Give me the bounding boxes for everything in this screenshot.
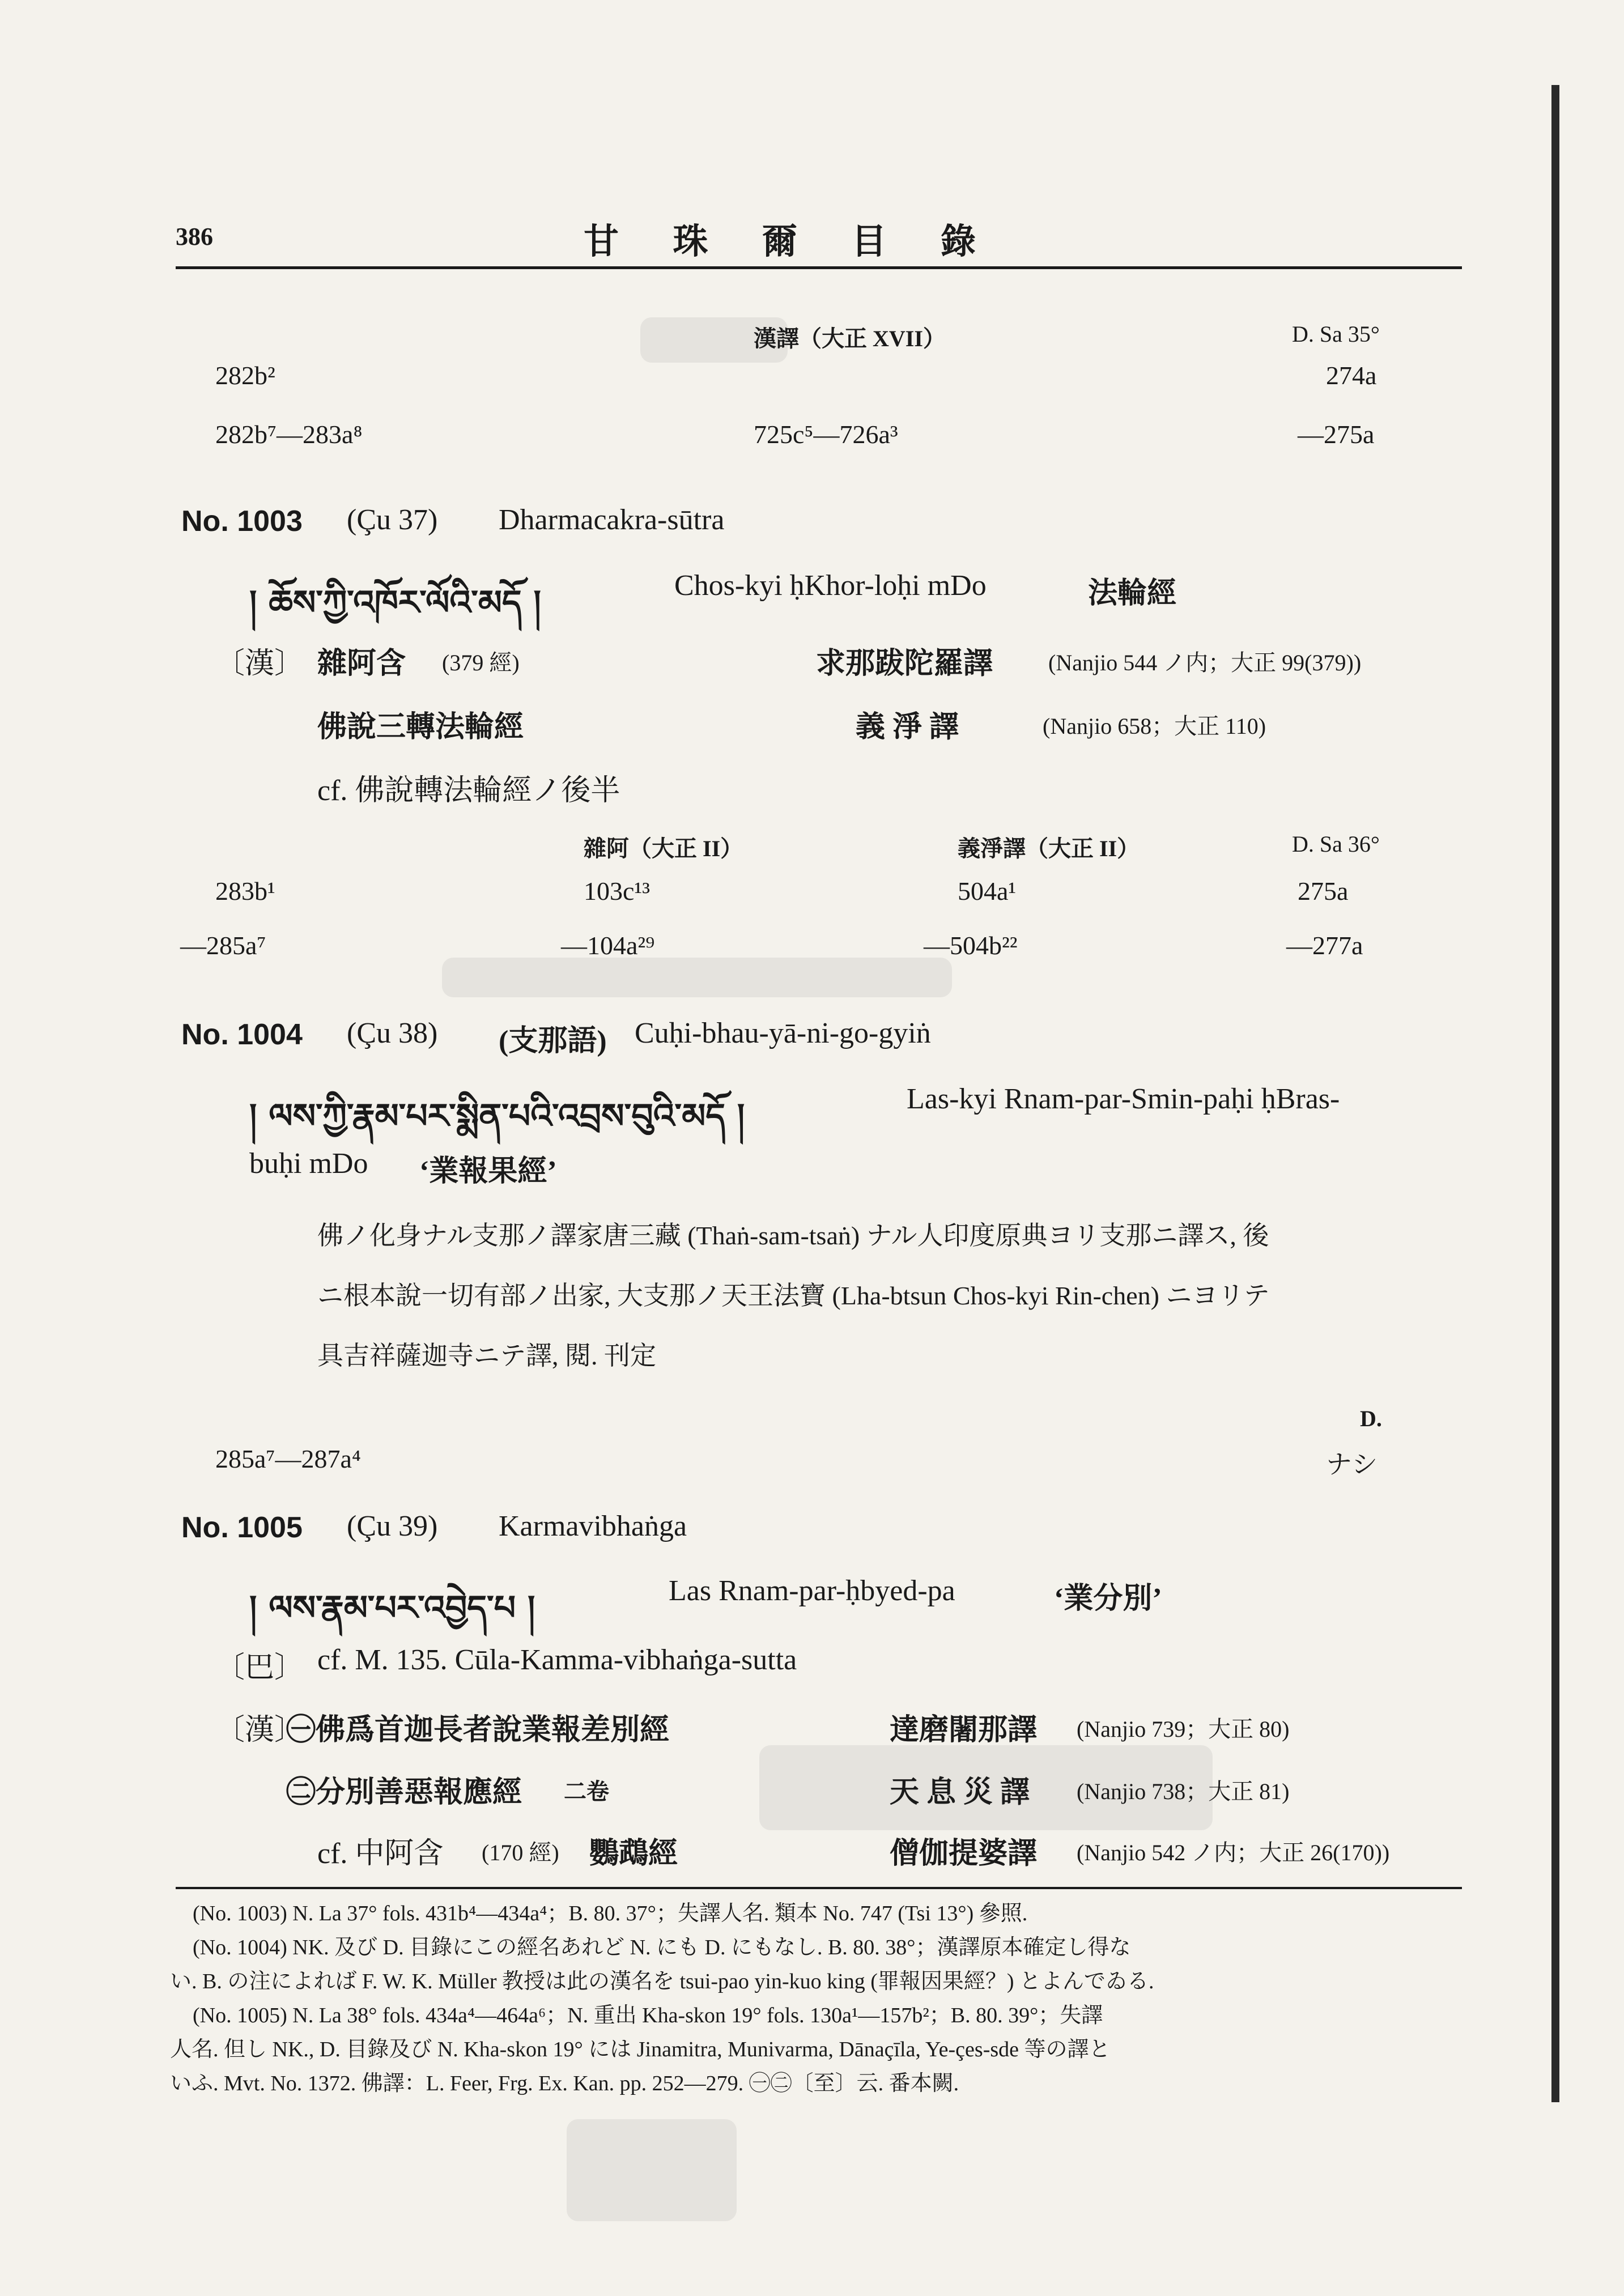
continuation-row1-right: 274a <box>1326 361 1377 390</box>
entry-1005-sanskrit: Karmavibhaṅga <box>499 1510 687 1542</box>
footnote-line: いふ. Mvt. No. 1372. 佛譯：L. Feer, Frg. Ex. Kan. pp. 252—279. ㊀㊁〔至〕云. 番本闕. <box>170 2072 959 2095</box>
entry-number-1003: No. 1003 <box>181 505 303 538</box>
entry-1005-han2-ref: (Nanjio 738；大正 81) <box>1077 1779 1290 1804</box>
entry-1003-row2-c2: —504b²² <box>924 931 1018 960</box>
entry-1003-han-tag: 〔漢〕 <box>215 648 304 680</box>
entry-1004-translit-cont: buḥi mDo <box>249 1147 368 1180</box>
scan-smudge <box>442 958 952 997</box>
entry-1003-chinese-title: 法輪經 <box>1088 577 1177 610</box>
entry-1003-han2-translator: 義 淨 譯 <box>856 711 959 743</box>
entry-1005-chinese-title: ‘業分別’ <box>1054 1583 1162 1615</box>
entry-1003-sanskrit: Dharmacakra-sūtra <box>499 504 725 536</box>
entry-1005-tibetan-translit: Las Rnam-par-ḥbyed-pa <box>669 1575 955 1607</box>
entry-1004-cu: (Çu 38) <box>347 1017 438 1049</box>
entry-number-1005: No. 1005 <box>181 1511 303 1544</box>
continuation-row2-right: —275a <box>1298 420 1375 449</box>
entry-1003-table-head-c2: 義淨譯（大正 II） <box>958 836 1140 861</box>
entry-1004-d-value: ナシ <box>1326 1450 1378 1479</box>
scan-smudge <box>567 2119 737 2221</box>
entry-1005-han1-translator: 達磨闍那譯 <box>890 1714 1038 1746</box>
continuation-row1-left: 282b² <box>215 361 275 390</box>
entry-1004-note-line3: 具吉祥薩迦寺ニテ譯, 閱. 刊定 <box>317 1341 656 1370</box>
entry-1005-han2-sub: 二卷 <box>564 1779 609 1804</box>
footnote-line: い. B. の注によれば F. W. K. Müller 教授は此の漢名を tsui-pao yin-kuo king (罪報因果經？) とよんでゐる. <box>170 1970 1154 1993</box>
page-title: 甘 珠 爾 目 錄 <box>584 223 999 261</box>
entry-1003-han1-translator: 求那跋陀羅譯 <box>816 648 993 680</box>
footnote-line: (No. 1003) N. La 37° fols. 431b⁴—434a⁴；B. 80. 37°；失譯人名. 類本 No. 747 (Tsi 13°) 參照. <box>193 1902 1028 1925</box>
entry-1005-han3-sub: (170 經) <box>482 1840 559 1865</box>
entry-1004-lang: (支那語) <box>499 1025 607 1057</box>
entry-number-1004: No. 1004 <box>181 1018 303 1051</box>
entry-1003-han1-ref: (Nanjio 544 ノ内；大正 99(379)) <box>1048 650 1362 675</box>
entry-1004-note-line2: ニ根本說一切有部ノ出家, 大支那ノ天王法寶 (Lha-btsun Chos-kyi Rin-chen) ニヨリテ <box>317 1281 1270 1310</box>
entry-1003-row2-left: —285a⁷ <box>180 931 266 960</box>
entry-1005-tibetan-script: ། ལས་རྣམ་པར་འབྱེད་པ ། <box>249 1588 535 1628</box>
footnote-line: (No. 1004) NK. 及び D. 目錄にこの經名あれど N. にも D. にもなし. B. 80. 38°；漢譯原本確定し得な <box>193 1936 1131 1959</box>
entry-1005-han1-title: ㊀佛爲首迦長者說業報差別經 <box>286 1714 670 1746</box>
entry-1003-row1-c1: 103c¹³ <box>584 877 650 905</box>
entry-1005-han1-ref: (Nanjio 739；大正 80) <box>1077 1716 1290 1742</box>
continuation-col-label: 漢譯（大正 XVII） <box>754 326 946 351</box>
entry-1004-title: Cuḥi-bhau-yā-ni-go-gyiṅ <box>635 1017 931 1049</box>
page-number: 386 <box>176 223 213 250</box>
entry-1005-han-tag: 〔漢〕 <box>215 1714 304 1746</box>
footnote-line: (No. 1005) N. La 38° fols. 434a⁴—464a⁶；N. 重出 Kha-skon 19° fols. 130a¹—157b²；B. 80. 39°；失譯 <box>193 2004 1103 2027</box>
entry-1003-table-head-c3: D. Sa 36° <box>1292 831 1380 857</box>
entry-1003-tibetan-script: ། ཆོས་ཀྱི་འཁོར་ལོའི་མདོ ། <box>249 583 541 623</box>
entry-1003-han2-title: 佛說三轉法輪經 <box>317 711 524 743</box>
entry-1003-cf-line: cf. 佛說轉法輪經ノ後半 <box>317 775 620 807</box>
entry-1003-row1-c3: 275a <box>1298 877 1349 905</box>
entry-1003-han2-ref: (Nanjio 658；大正 110) <box>1043 713 1266 739</box>
entry-1005-han2-title: ㊁分別善惡報應經 <box>286 1776 522 1809</box>
entry-1005-han3-ref: (Nanjio 542 ノ内；大正 26(170)) <box>1077 1840 1390 1865</box>
continuation-d-ref: D. Sa 35° <box>1292 321 1380 347</box>
entry-1005-han3-translator: 僧伽提婆譯 <box>890 1838 1038 1870</box>
entry-1003-cu: (Çu 37) <box>347 504 438 536</box>
entry-1005-han3-title2: 鸚鵡經 <box>589 1838 678 1870</box>
entry-1003-han1-sub: (379 經) <box>442 650 520 675</box>
entry-1004-note-line1: 佛ノ化身ナル支那ノ譯家唐三藏 (Thaṅ-sam-tsaṅ) ナル人印度原典ヨリ支那ニ譯ス, 後 <box>317 1221 1269 1250</box>
entry-1003-row2-c3: —277a <box>1286 931 1363 960</box>
entry-1005-pali-tag: 〔巴〕 <box>215 1652 304 1684</box>
page-edge-shadow <box>1551 85 1559 2102</box>
entry-1004-d-label: D. <box>1360 1406 1382 1431</box>
entry-1005-cu: (Çu 39) <box>347 1510 438 1542</box>
continuation-row2-mid: 725c⁵—726a³ <box>754 420 898 449</box>
continuation-row2-left: 282b⁷—283a⁸ <box>215 420 363 449</box>
entry-1003-row1-c2: 504a¹ <box>958 877 1017 905</box>
footnote-line: 人名. 但し NK., D. 目錄及び N. Kha-skon 19° には Jinamitra, Munivarma, Dānaçīla, Ye-çes-sde 等の譯と <box>170 2038 1111 2061</box>
entry-1003-han1-title: 雜阿含 <box>317 648 406 680</box>
entry-1004-ref: 285a⁷—287a⁴ <box>215 1444 361 1473</box>
entry-1005-han3-title: cf. 中阿含 <box>317 1838 444 1870</box>
entry-1004-chinese-title: ‘業報果經’ <box>419 1155 557 1188</box>
entry-1003-row2-c1: —104a²⁹ <box>561 931 655 960</box>
entry-1003-table-head-c1: 雜阿（大正 II） <box>584 836 743 861</box>
entry-1004-tibetan-script: ། ལས་ཀྱི་རྣམ་པར་སྨིན་པའི་འབྲས་བུའི་མདོ ། <box>249 1096 745 1136</box>
header-rule <box>176 266 1462 269</box>
entry-1003-tibetan-translit: Chos-kyi ḥKhor-loḥi mDo <box>674 569 987 602</box>
entry-1004-tibetan-translit: Las-kyi Rnam-par-Smin-paḥi ḥBras- <box>907 1083 1340 1115</box>
entry-1005-han2-translator: 天 息 災 譯 <box>890 1776 1030 1809</box>
entry-1005-pali-ref: cf. M. 135. Cūla-Kamma-vibhaṅga-sutta <box>317 1644 797 1676</box>
entry-1003-row1-left: 283b¹ <box>215 877 275 905</box>
footnote-rule <box>176 1887 1462 1889</box>
